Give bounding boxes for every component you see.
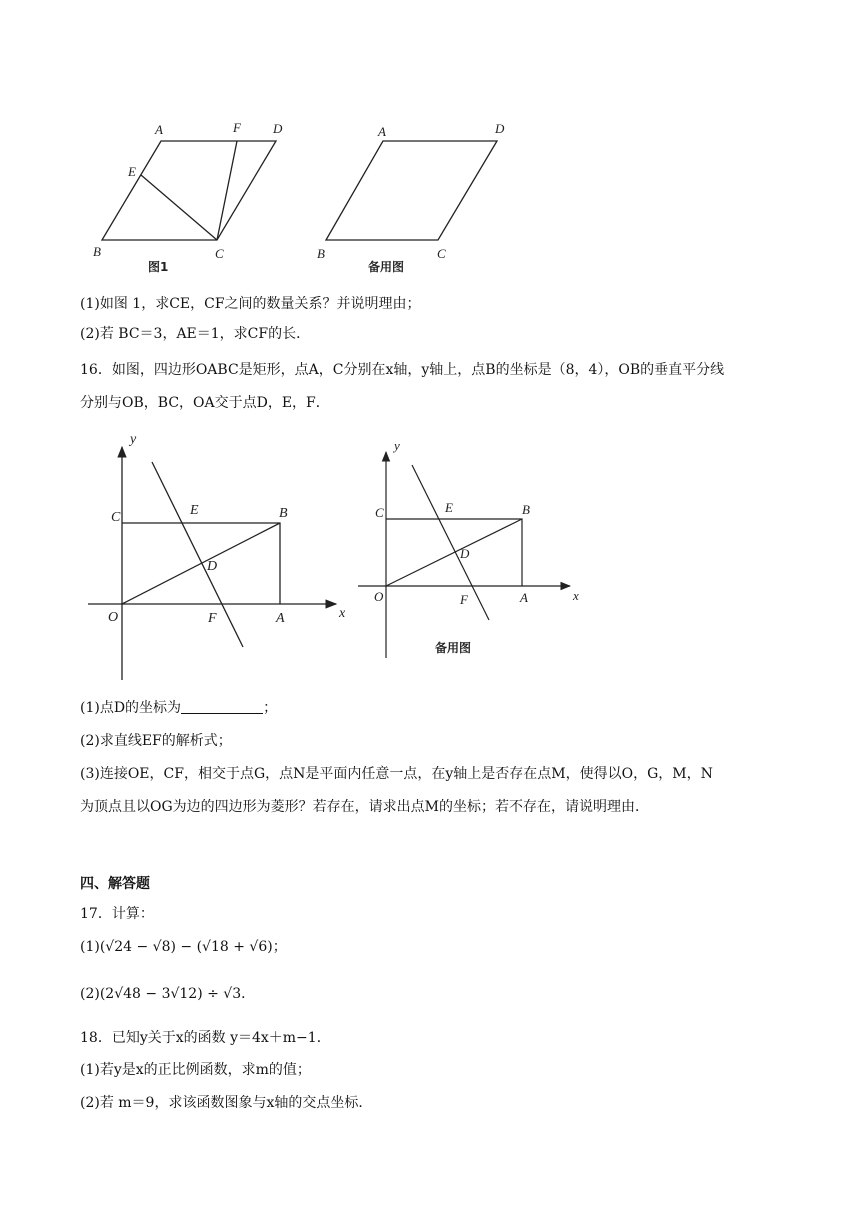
figure-coordinate xyxy=(80,425,600,680)
segment-fc xyxy=(217,141,237,240)
spare-label-b: B xyxy=(522,502,530,517)
section-heading: 四、解答题 xyxy=(80,876,150,892)
line-ef xyxy=(152,462,243,647)
main-label-d: D xyxy=(207,559,218,574)
spare-caption-16: 备用图 xyxy=(435,641,472,655)
q16-part1-end: ； xyxy=(263,700,278,716)
fig1-caption: 图1 xyxy=(148,260,169,274)
spare-label-f: F xyxy=(460,592,468,607)
main-label-b: B xyxy=(279,506,288,521)
spare-label-x: x xyxy=(573,588,579,603)
q16-part1-text: (1)点D的坐标为 xyxy=(80,700,182,716)
q16-part3-line1: (3)连接OE，CF，相交于点G，点N是平面内任意一点，在y轴上是否存在点M，使得以O，G，M，N xyxy=(80,766,713,782)
q16-part1 xyxy=(80,698,277,718)
spare-caption: 备用图 xyxy=(368,260,405,274)
q16-stem-line2: 分别与OB，BC，OA交于点D，E，F． xyxy=(80,395,330,411)
q18-part1: (1)若y是x的正比例函数，求m的值； xyxy=(80,1062,311,1078)
spare-label-d: D xyxy=(460,546,470,561)
figure-spare xyxy=(326,141,497,240)
main-label-e: E xyxy=(190,503,199,518)
q15-part2: (2)若 BC＝3，AE＝1，求CF的长． xyxy=(80,326,311,342)
main-label-y: y xyxy=(130,432,137,447)
label-a-spare: A xyxy=(378,124,386,139)
label-d-spare: D xyxy=(495,121,505,136)
spare-label-y: y xyxy=(394,438,400,453)
q17-part1: (1)(√24 − √8) − (√18 + √6)； xyxy=(80,939,287,955)
main-label-c: C xyxy=(111,510,121,525)
label-b-spare: B xyxy=(317,246,325,261)
q18-part2: (2)若 m＝9，求该函数图象与x轴的交点坐标． xyxy=(80,1095,373,1111)
label-e: E xyxy=(128,164,136,179)
figure-1 xyxy=(102,141,276,240)
q15-part1: (1)如图 1，求CE，CF之间的数量关系？并说明理由； xyxy=(80,296,421,312)
parallelogram-abcd-fig1 xyxy=(102,141,276,240)
figure-parallelograms xyxy=(80,110,520,280)
q17-stem: 17．计算： xyxy=(80,906,154,922)
main-label-o: O xyxy=(108,610,119,625)
q17-part2: (2)(2√48 − 3√12) ÷ √3． xyxy=(80,986,256,1002)
spare-label-o: O xyxy=(374,589,384,604)
spare-label-e: E xyxy=(445,500,453,515)
spare-label-a: A xyxy=(520,590,528,605)
main-label-f: F xyxy=(208,611,217,626)
label-f: F xyxy=(233,120,241,135)
q16-part2: (2)求直线EF的解析式； xyxy=(80,733,232,749)
spare-diagonal-ob xyxy=(386,519,522,586)
answer-blank[interactable] xyxy=(181,699,263,714)
q16-stem-line1: 16．如图，四边形OABC是矩形，点A，C分别在x轴，y轴上，点B的坐标是（8，4），OB的垂直平分线 xyxy=(80,362,725,378)
diagonal-ob xyxy=(122,523,280,604)
label-d: D xyxy=(273,121,283,136)
q16-part3-line2: 为顶点且以OG为边的四边形为菱形？若存在，请求出点M的坐标；若不存在，请说明理由． xyxy=(80,799,649,815)
label-b: B xyxy=(93,244,101,259)
parallelogram-abcd-spare xyxy=(326,141,497,240)
spare-label-c: C xyxy=(375,505,384,520)
main-label-a: A xyxy=(276,611,285,626)
segment-ec xyxy=(141,175,217,240)
spare-line-ef xyxy=(412,465,489,620)
label-a: A xyxy=(155,122,163,137)
label-c-spare: C xyxy=(437,246,446,261)
label-c: C xyxy=(215,246,224,261)
main-label-x: x xyxy=(339,606,346,621)
q18-stem: 18．已知y关于x的函数 y＝4x＋m−1． xyxy=(80,1030,331,1046)
